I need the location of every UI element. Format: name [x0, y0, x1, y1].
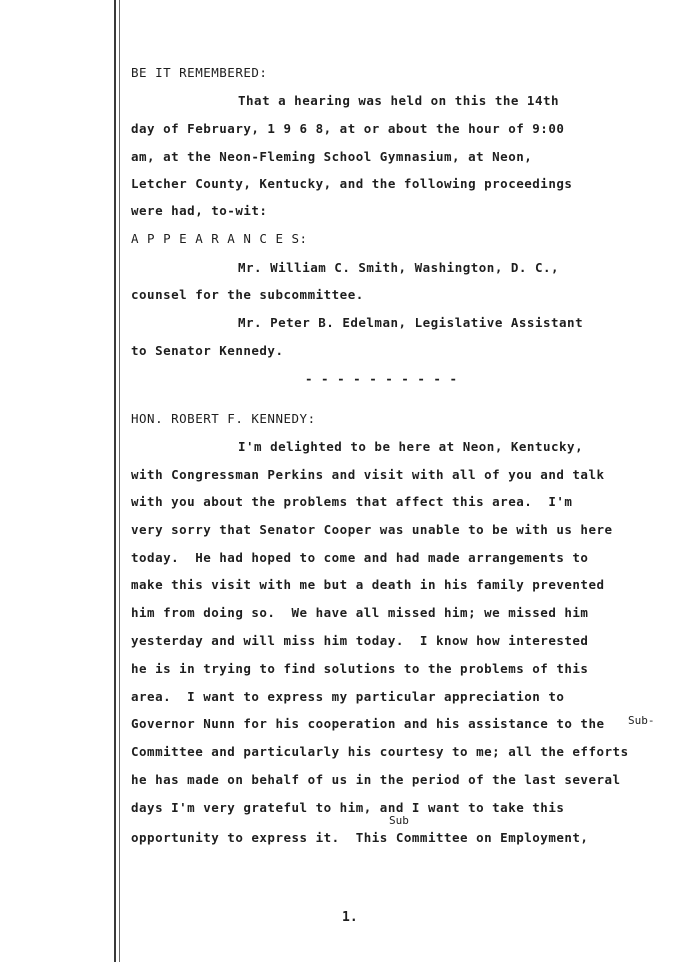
- page-number: 1.: [342, 910, 358, 925]
- opening-line: That a hearing was held on this the 14th: [238, 93, 560, 108]
- opening-line: were had, to-wit:: [131, 203, 268, 218]
- handwritten-margin-note: Sub-: [628, 714, 655, 727]
- appearance-line: counsel for the subcommittee.: [131, 287, 364, 302]
- statement-line: today. He had hoped to come and had made arrangements to: [131, 550, 589, 565]
- appearance-line: to Senator Kennedy.: [131, 343, 284, 358]
- heading: BE IT REMEMBERED:: [131, 65, 268, 80]
- left-margin-rule: [114, 0, 116, 962]
- left-margin-rule-inner: [119, 0, 120, 962]
- appearances-heading: A P P E A R A N C E S:: [131, 231, 308, 246]
- statement-line: he has made on behalf of us in the period of the last several: [131, 772, 621, 787]
- statement-line: he is in trying to find solutions to the problems of this: [131, 661, 589, 676]
- statement-line: opportunity to express it. This Committee on Employment,: [131, 830, 589, 845]
- interlinear-insertion-note: Sub: [389, 814, 409, 827]
- statement-line: with Congressman Perkins and visit with all of you and talk: [131, 467, 605, 482]
- statement-line: him from doing so. We have all missed him; we missed him: [131, 605, 589, 620]
- statement-line: yesterday and will miss him today. I know how interested: [131, 633, 589, 648]
- statement-line: I'm delighted to be here at Neon, Kentucky,: [238, 439, 584, 454]
- appearance-line: Mr. William C. Smith, Washington, D. C.,: [238, 260, 560, 275]
- appearance-line: Mr. Peter B. Edelman, Legislative Assistant: [238, 315, 584, 330]
- opening-line: day of February, 1 9 6 8, at or about the hour of 9:00: [131, 121, 565, 136]
- opening-line: am, at the Neon-Fleming School Gymnasium, at Neon,: [131, 149, 533, 164]
- statement-line: Committee and particularly his courtesy to me; all the efforts: [131, 744, 629, 759]
- opening-line: Letcher County, Kentucky, and the following proceedings: [131, 176, 573, 191]
- statement-line: very sorry that Senator Cooper was unable to be with us here: [131, 522, 613, 537]
- statement-line: Governor Nunn for his cooperation and his assistance to the: [131, 716, 605, 731]
- statement-line: with you about the problems that affect this area. I'm: [131, 494, 573, 509]
- speaker-name: HON. ROBERT F. KENNEDY:: [131, 411, 316, 426]
- statement-line: days I'm very grateful to him, and I want to take this: [131, 800, 565, 815]
- section-separator: - - - - - - - - - -: [305, 371, 458, 386]
- statement-line: make this visit with me but a death in his family prevented: [131, 577, 605, 592]
- statement-line: area. I want to express my particular appreciation to: [131, 689, 565, 704]
